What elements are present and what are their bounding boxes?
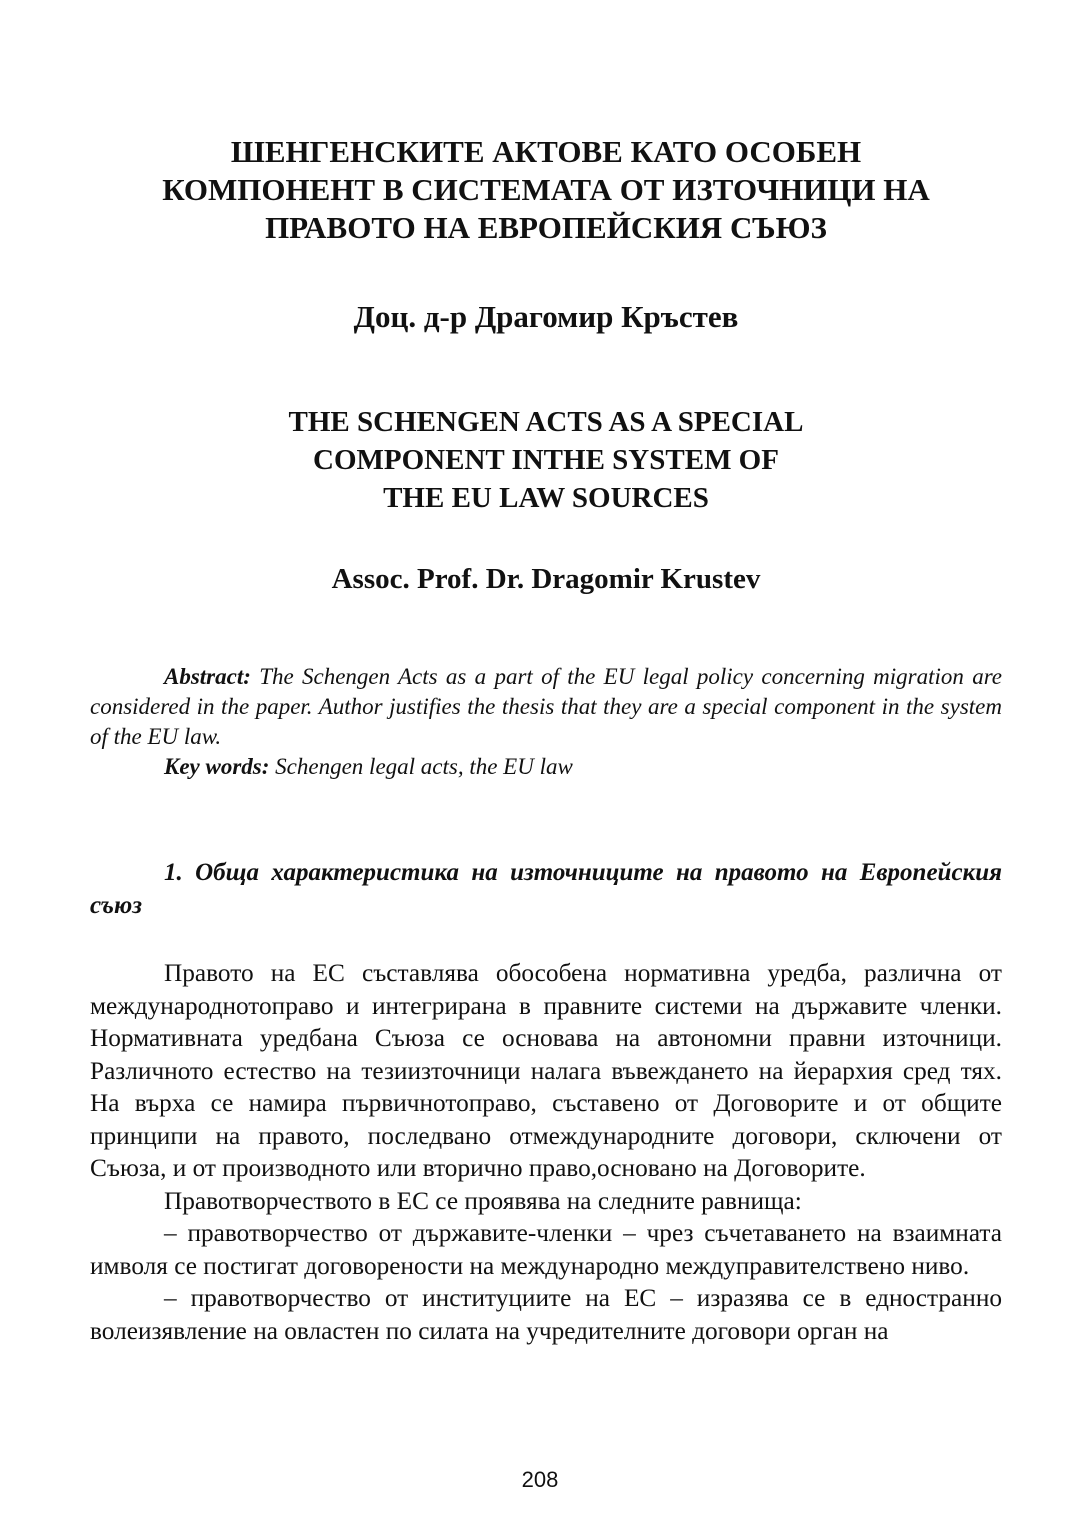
title-en-line: COMPONENT INTHE SYSTEM OF — [313, 444, 779, 476]
abstract-text: The Schengen Acts as a part of the EU legal policy concerning migration are considered in the paper. Author justifies the thesis that they are a special component in the system of the EU law. — [90, 664, 1002, 749]
body-text — [90, 957, 1002, 1347]
body-paragraph: Правотворчеството в ЕС се проявява на следните равнища: — [164, 1186, 802, 1215]
title-bg-line: ПРАВОТО НА ЕВРОПЕЙСКИЯ СЪЮЗ — [265, 210, 827, 245]
keywords-text: Schengen legal acts, the EU law — [269, 754, 573, 779]
body-paragraph: – правотворчество от институциите на ЕС – изразява се в едностранно волеизявление на овластен по силата на учредителните договори орган на — [90, 1284, 1002, 1345]
author-bulgarian: Доц. д-р Драгомир Кръстев — [353, 299, 739, 334]
body-paragraph: – правотворчество от държавите-членки – чрез съчетаването на взаимната имволя се постигат договорености на международно междуправителствено ниво. — [90, 1219, 1002, 1280]
page-number: 208 — [521, 1467, 559, 1492]
body-paragraph: Правото на ЕС съставлява обособена нормативна уредба, различна от международнотоправо и интегрирана в правните системи на държавите членки. Нормативната уредбана Съюза се основава на автономни правни източници. Различното естество на тезиизточници налага въвеждането на йерархия сред тях. На върха се намира първичнотоправо, съставено от Договорите и от общите принципи на правото, последвано отмеждународните договори, сключени от Съюза, и от производното или вторично право,основано на Договорите. — [90, 959, 1002, 1182]
abstract-block — [90, 662, 1002, 782]
title-english — [90, 403, 1002, 517]
keywords-label: Key words: — [164, 754, 270, 779]
title-bg-line: КОМПОНЕНТ В СИСТЕМАТА ОТ ИЗТОЧНИЦИ НА — [162, 172, 930, 207]
abstract-label: Abstract: — [164, 664, 251, 689]
title-en-line: THE SCHENGEN ACTS AS A SPECIAL — [288, 406, 804, 438]
author-english: Assoc. Prof. Dr. Dragomir Krustev — [331, 563, 761, 595]
title-bulgarian — [90, 133, 1002, 247]
title-en-line: THE EU LAW SOURCES — [383, 482, 709, 514]
abstract-paragraph — [90, 662, 1002, 752]
title-bg-line: ШЕНГЕНСКИТЕ АКТОВЕ КАТО ОСОБЕН — [230, 134, 862, 169]
keywords-paragraph — [90, 752, 1002, 782]
section-heading: 1. Обща характеристика на източниците на правото на Европейския съюз — [90, 859, 1002, 919]
